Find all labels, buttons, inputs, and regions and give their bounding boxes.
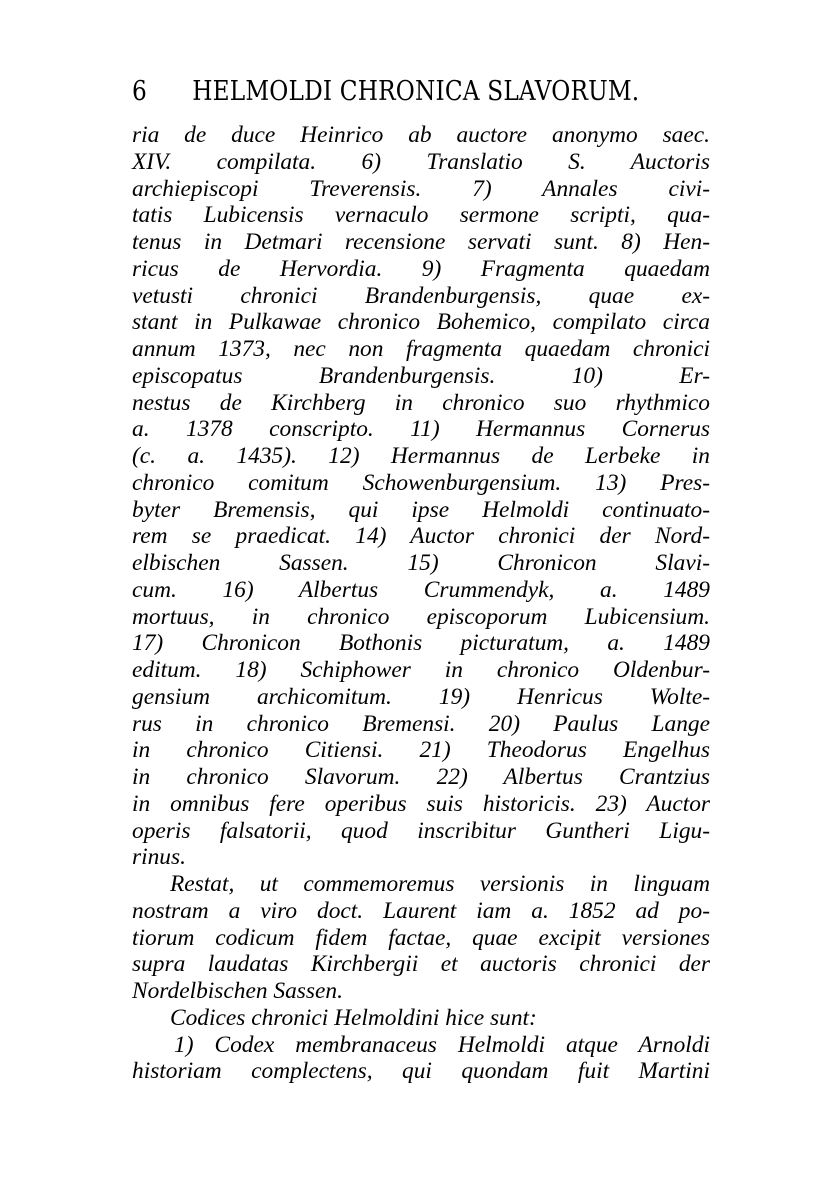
page-number: 6 <box>132 76 147 107</box>
body-text <box>132 122 710 1085</box>
text-line: archiepiscopi Treverensis. 7) Annales civi- <box>132 175 710 202</box>
text-line: annum 1373, nec non fragmenta quaedam chronici <box>132 336 710 362</box>
text-line: stant in Pulkawae chronico Bohemico, compilato circa <box>132 309 710 336</box>
text-line: nestus de Kirchberg in chronico suo rhythmico <box>132 389 710 416</box>
text-line: operis falsatorii, quod inscribitur Guntheri Ligu- <box>132 817 710 844</box>
text-line: tenus in Detmari recensione servati sunt. 8) Hen- <box>132 229 710 255</box>
running-header <box>132 76 640 107</box>
text-line: in chronico Citiensi. 21) Theodorus Engelhus <box>132 737 710 764</box>
paragraph-start-line: 1) Codex membranaceus Helmoldi atque Arnoldi <box>174 1031 710 1058</box>
text-line: (c. a. 1435). 12) Hermannus de Lerbeke in <box>132 443 710 469</box>
text-line: in omnibus fere operibus suis historicis. 23) Auctor <box>132 790 710 817</box>
text-line: rus in chronico Bremensi. 20) Paulus Lange <box>132 710 710 737</box>
paragraph-start-line: Restat, ut commemoremus versionis in linguam <box>170 871 710 897</box>
text-line: 17) Chronicon Bothonis picturatum, a. 1489 <box>132 630 710 657</box>
text-line: cum. 16) Albertus Crummendyk, a. 1489 <box>132 576 710 603</box>
text-line: XIV. compilata. 6) Translatio S. Auctoris <box>132 148 710 175</box>
text-line: rinus. <box>132 844 186 871</box>
text-line: rem se praedicat. 14) Auctor chronici der Nord- <box>132 523 710 550</box>
text-line: Nordelbischen Sassen. <box>132 978 343 1004</box>
text-line: episcopatus Brandenburgensis. 10) Er- <box>132 362 710 389</box>
text-line: elbischen Sassen. 15) Chronicon Slavi- <box>132 550 710 576</box>
text-line: a. 1378 conscripto. 11) Hermannus Cornerus <box>132 416 710 443</box>
running-title: HELMOLDI CHRONICA SLAVORUM. <box>192 76 640 107</box>
text-line: editum. 18) Schiphower in chronico Oldenbur- <box>132 657 710 683</box>
text-line: historiam complectens, qui quondam fuit Martini <box>132 1058 710 1085</box>
text-line: byter Bremensis, qui ipse Helmoldi continuato- <box>132 496 710 523</box>
text-line: gensium archicomitum. 19) Henricus Wolte- <box>132 683 710 710</box>
text-line: mortuus, in chronico episcoporum Lubicensium. <box>132 603 710 630</box>
text-line: tatis Lubicensis vernaculo sermone scripti, qua- <box>132 202 710 229</box>
text-line: ria de duce Heinrico ab auctore anonymo saec. <box>132 122 710 148</box>
text-line: chronico comitum Schowenburgensium. 13) Pres- <box>132 469 710 496</box>
text-line: ricus de Hervordia. 9) Fragmenta quaedam <box>132 255 710 282</box>
paragraph-start-line: Codices chronici Helmoldini hice sunt: <box>170 1004 537 1031</box>
text-line: vetusti chronici Brandenburgensis, quae ex- <box>132 282 710 309</box>
text-line: nostram a viro doct. Laurent iam a. 1852 ad po- <box>132 897 710 924</box>
text-line: tiorum codicum fidem factae, quae excipit versiones <box>132 924 710 951</box>
text-line: in chronico Slavorum. 22) Albertus Crantzius <box>132 764 710 790</box>
text-line: supra laudatas Kirchbergii et auctoris chronici der <box>132 951 710 978</box>
